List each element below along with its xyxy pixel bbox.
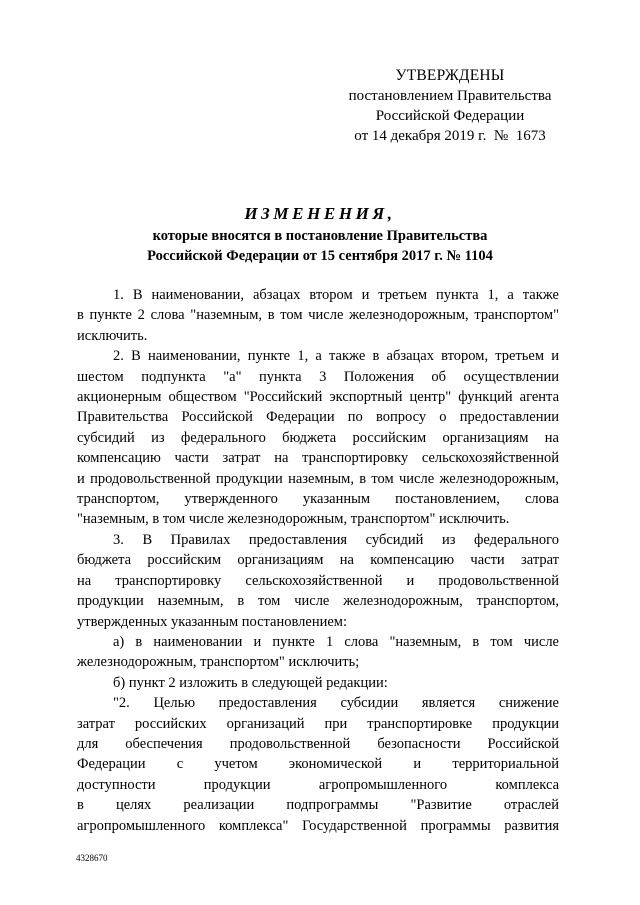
approval-line-3: Российской Федерации — [375, 108, 525, 124]
paragraph-line: а) в наименовании и пункте 1 слова "наземным, в том числе — [113, 633, 559, 650]
approval-block — [340, 66, 560, 146]
paragraph-line: доступности продукции агропромышленного комплекса — [77, 776, 559, 793]
subtitle-line-2: Российской Федерации от 15 сентября 2017 г. № 1104 — [147, 248, 493, 264]
paragraph-line: акционерным обществом "Российский экспортный центр" функций агента — [77, 389, 559, 406]
paragraph-line: 3. В Правилах предоставления субсидий из федерального — [113, 531, 559, 548]
paragraph-line: затрат российских организаций при транспортировке продукции — [77, 715, 559, 732]
paragraph-line: бюджета российским организациям на компенсацию части затрат — [77, 552, 559, 569]
approval-heading: УТВЕРЖДЕНЫ — [395, 67, 505, 84]
subtitle-line-1: которые вносятся в постановление Правительства — [152, 228, 488, 244]
paragraph-line: и продовольственной продукции наземным, в том числе железнодорожным, — [77, 470, 559, 487]
paragraph-line: продукции наземным, в том числе железнодорожным, транспортом, — [77, 593, 559, 610]
paragraph-line: компенсацию части затрат на транспортировку сельскохозяйственной — [77, 450, 559, 467]
paragraph — [77, 632, 559, 673]
paragraph-line: Федерации с учетом экономической и территориальной — [77, 756, 559, 773]
paragraph-line: субсидий из федерального бюджета российским организациям на — [77, 429, 559, 446]
document-number: 4328670 — [76, 853, 108, 863]
paragraph — [77, 285, 559, 346]
paragraph — [77, 693, 559, 836]
paragraph-line: "2. Целью предоставления субсидии является снижение — [113, 695, 559, 712]
paragraph-line: в целях реализации подпрограммы "Развитие отраслей — [77, 797, 559, 814]
paragraph-line: агропромышленного комплекса" Государственной программы развития — [77, 817, 559, 834]
paragraph-line: 1. В наименовании, абзацах втором и третьем пункта 1, а также — [113, 287, 559, 303]
paragraph-line: утвержденных указанным постановлением: — [77, 613, 347, 630]
paragraph — [77, 530, 559, 632]
paragraph-line: для обеспечения продовольственной безопасности Российской — [77, 735, 559, 752]
paragraph-line: в пункте 2 слова "наземным, в том числе железнодорожным, транспортом" — [77, 307, 559, 324]
paragraph-line: б) пункт 2 изложить в следующей редакции: — [113, 674, 388, 691]
document-body — [77, 285, 559, 836]
paragraph-line: на транспортировку сельскохозяйственной и продовольственной — [77, 572, 559, 589]
paragraph-line: железнодорожным, транспортом" исключить; — [77, 654, 360, 671]
document-subtitle — [0, 226, 640, 266]
paragraph — [77, 346, 559, 530]
paragraph-line: "наземным, в том числе железнодорожным, транспортом" исключить. — [77, 511, 510, 528]
paragraph — [77, 673, 559, 693]
paragraph-line: исключить. — [77, 327, 148, 344]
paragraph-line: Правительства Российской Федерации по вопросу о предоставлении — [77, 409, 559, 426]
paragraph-line: шестом подпункта "а" пункта 3 Положения об осуществлении — [77, 368, 559, 385]
approval-date-number: от 14 декабря 2019 г. № 1673 — [354, 128, 546, 144]
paragraph-line: транспортом, утвержденного указанным постановлением, слова — [77, 491, 559, 508]
document-title: ИЗМЕНЕНИЯ, — [244, 204, 396, 223]
paragraph-line: 2. В наименовании, пункте 1, а также в абзацах втором, третьем и — [113, 348, 559, 365]
approval-line-2: постановлением Правительства — [348, 88, 552, 104]
